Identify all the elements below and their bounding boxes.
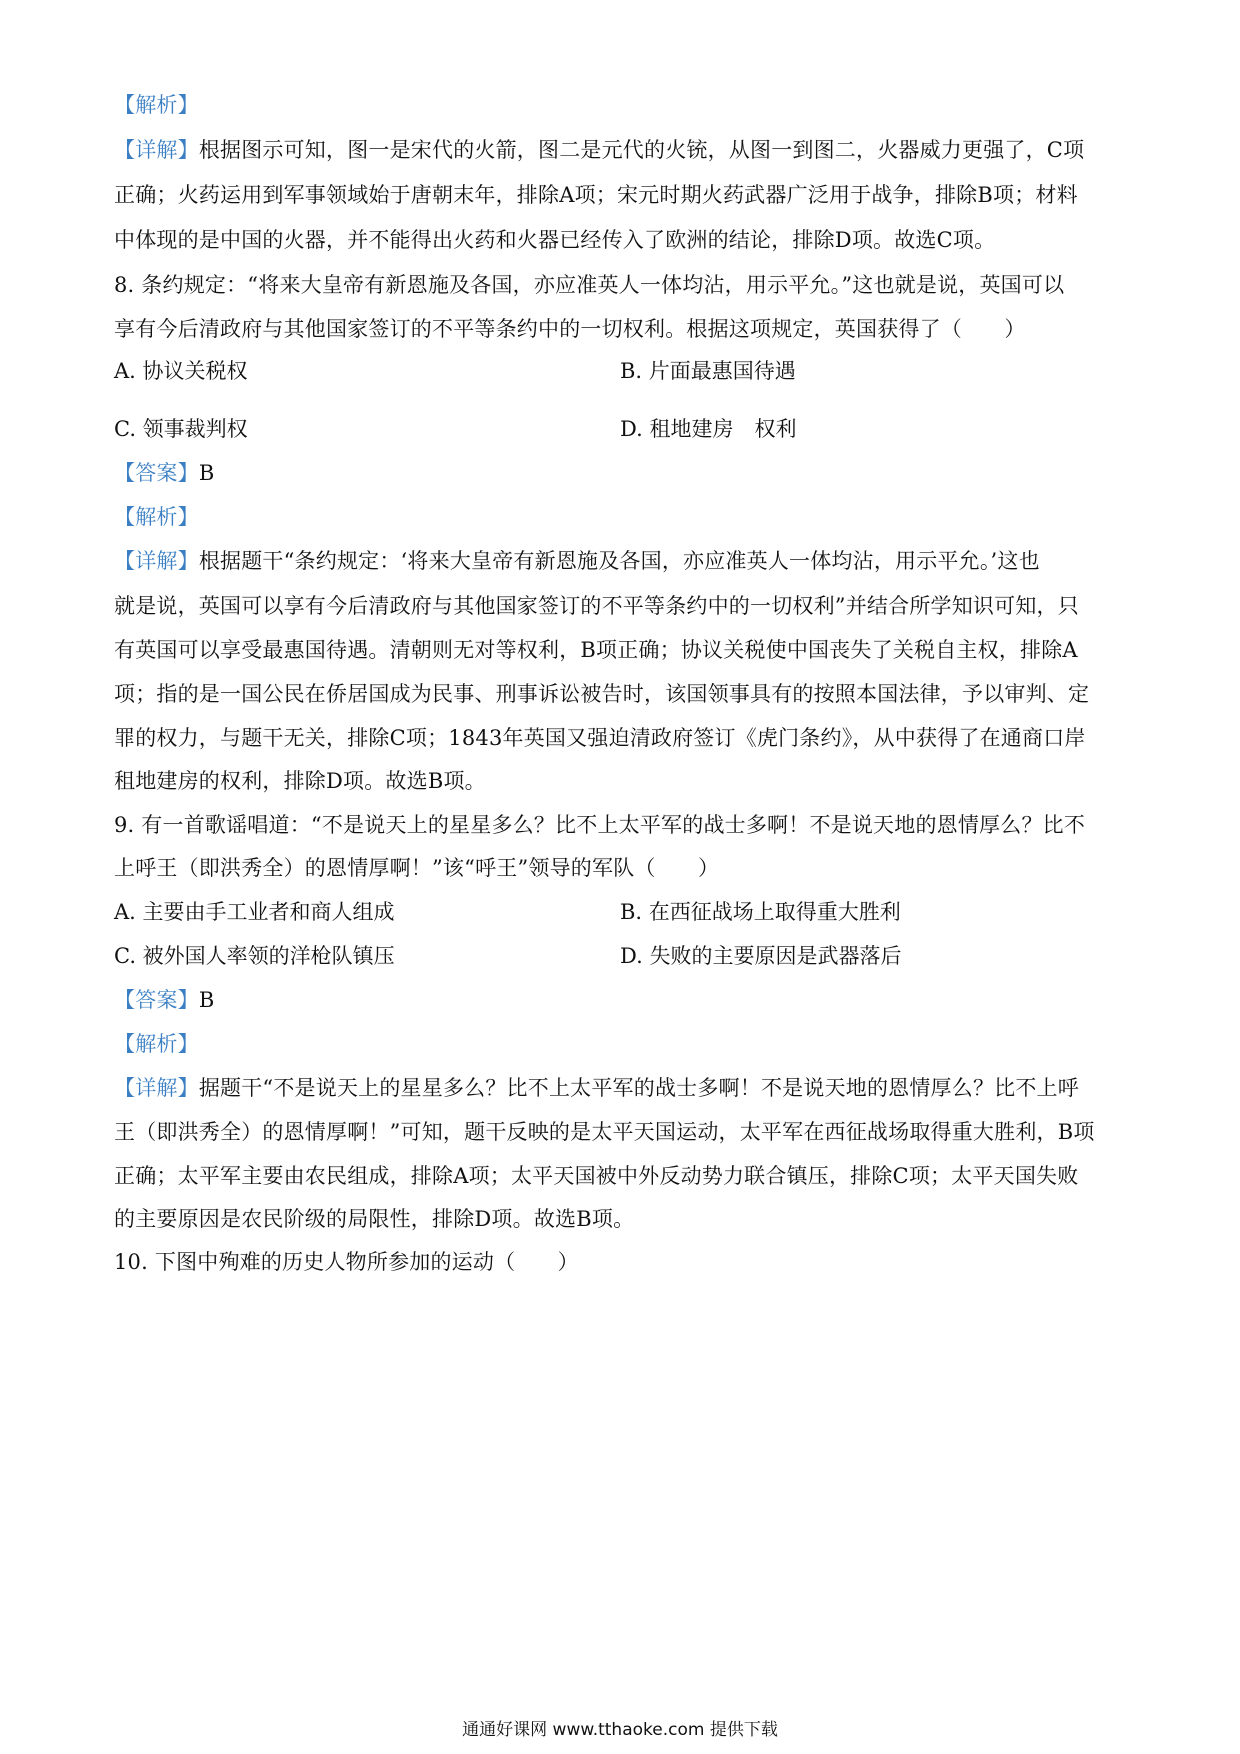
q7-detail-text-1: 根据图示可知，图一是宋代的火箭，图二是元代的火铳，从图一到图二，火器威力更强了，C项: [198, 138, 1085, 162]
q8-detail-tag: 【详解】: [114, 549, 199, 573]
q8-detail-line-3: 有英国可以享受最惠国待遇。清朝则无对等权利，B项正确；协议关税使中国丧失了关税自主权，排除A: [114, 638, 1078, 662]
q9-answer: B: [198, 988, 215, 1012]
q8-answer: B: [198, 461, 215, 485]
q9-stem-line-2: 上呼王（即洪秀全）的恩情厚啊！”该“呼王”领导的军队（ ）: [114, 856, 720, 880]
q9-option-b: B. 在西征战场上取得重大胜利: [620, 900, 901, 924]
q7-detail-line-2: 正确；火药运用到军事领域始于唐朝末年，排除A项；宋元时期火药武器广泛用于战争，排除B项；材料: [114, 183, 1078, 207]
q8-option-d: D. 租地建房 权利: [620, 417, 797, 441]
q10-stem: 10. 下图中殉难的历史人物所参加的运动（ ）: [114, 1250, 579, 1274]
q8-detail-line-4: 项；指的是一国公民在侨居国成为民事、刑事诉讼被告时，该国领事具有的按照本国法律，予以审判、定: [114, 682, 1090, 706]
q9-detail-text-1: 据题干“不是说天上的星星多么？比不上太平军的战士多啊！不是说天地的恩情厚么？比不上呼: [198, 1076, 1079, 1100]
q9-analysis-tag: 【解析】: [114, 1032, 199, 1056]
q8-option-b: B. 片面最惠国待遇: [620, 359, 796, 383]
q9-answer-tag: 【答案】: [114, 988, 199, 1012]
q8-stem-line-2: 享有今后清政府与其他国家签订的不平等条约中的一切权利。根据这项规定，英国获得了（ ）: [114, 317, 1026, 341]
q9-detail-line-2: 王（即洪秀全）的恩情厚啊！”可知，题干反映的是太平天国运动，太平军在西征战场取得重大胜利，B项: [114, 1120, 1095, 1144]
q9-detail-line-4: 的主要原因是农民阶级的局限性，排除D项。故选B项。: [114, 1207, 635, 1231]
q9-answer-line: [114, 985, 1130, 1015]
q7-analysis-tag: 【解析】: [114, 93, 199, 117]
q9-detail-line-1: [114, 1073, 1130, 1103]
page-footer: 通通好课网 www.tthaoke.com 提供下载: [462, 1720, 778, 1740]
q9-option-a: A. 主要由手工业者和商人组成: [114, 900, 395, 924]
q7-detail-line-3: 中体现的是中国的火器，并不能得出火药和火器已经传入了欧洲的结论，排除D项。故选C项。: [114, 228, 996, 252]
q9-detail-line-3: 正确；太平军主要由农民组成，排除A项；太平天国被中外反动势力联合镇压，排除C项；太平天国失败: [114, 1164, 1079, 1188]
q8-detail-text-1: 根据题干“条约规定：‘将来大皇帝有新恩施及各国，亦应准英人一体均沾，用示平允。’这也: [198, 549, 1040, 573]
q8-detail-line-2: 就是说，英国可以享有今后清政府与其他国家签订的不平等条约中的一切权利”并结合所学知识可知，只: [114, 594, 1079, 618]
q8-option-c: C. 领事裁判权: [114, 417, 248, 441]
q8-detail-line-6: 租地建房的权利，排除D项。故选B项。: [114, 769, 486, 793]
q9-stem-line-1: 9. 有一首歌谣唱道：“不是说天上的星星多么？比不上太平军的战士多啊！不是说天地的恩情厚么？比不: [114, 813, 1086, 837]
q9-option-d: D. 失败的主要原因是武器落后: [620, 944, 902, 968]
q8-analysis-tag: 【解析】: [114, 505, 199, 529]
q7-detail-tag: 【详解】: [114, 138, 199, 162]
q9-detail-tag: 【详解】: [114, 1076, 199, 1100]
q8-detail-line-5: 罪的权力，与题干无关，排除C项；1843年英国又强迫清政府签订《虎门条约》，从中获得了在通商口岸: [114, 726, 1086, 750]
q8-answer-tag: 【答案】: [114, 461, 199, 485]
q9-option-c: C. 被外国人率领的洋枪队镇压: [114, 944, 395, 968]
q7-detail-line-1: [114, 135, 1130, 165]
q8-stem-line-1: 8. 条约规定：“将来大皇帝有新恩施及各国，亦应准英人一体均沾，用示平允。”这也就是说，英国可以: [114, 273, 1065, 297]
q8-detail-line-1: [114, 546, 1130, 576]
q8-answer-line: [114, 458, 1130, 488]
q8-option-a: A. 协议关税权: [114, 359, 248, 383]
